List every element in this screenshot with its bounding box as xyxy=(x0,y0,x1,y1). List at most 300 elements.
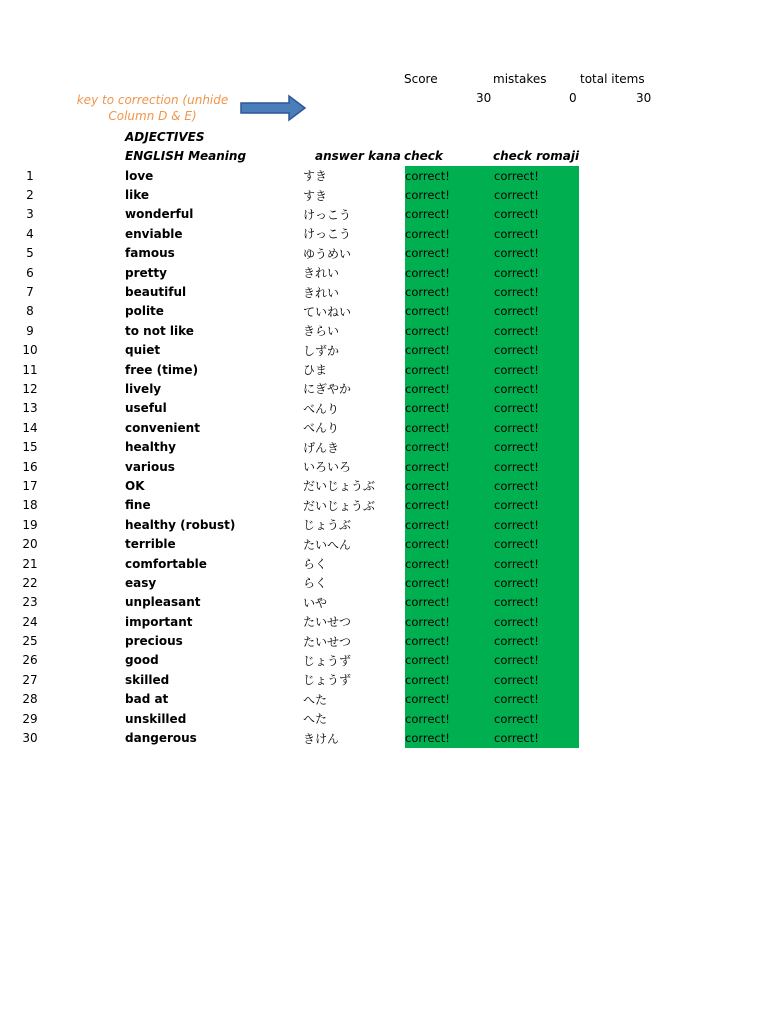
row-number-cell[interactable] xyxy=(0,515,80,534)
kana-cell[interactable] xyxy=(301,166,405,185)
english-cell[interactable] xyxy=(80,709,301,728)
kana-cell[interactable] xyxy=(301,728,405,747)
kana-cell[interactable] xyxy=(301,515,405,534)
check-romaji-cell[interactable] xyxy=(494,476,579,495)
check-cell[interactable] xyxy=(405,341,494,360)
check-romaji-cell[interactable] xyxy=(494,263,579,282)
english-meaning: beautiful xyxy=(125,285,187,300)
english-cell[interactable] xyxy=(80,321,301,340)
check-romaji-result: correct! xyxy=(494,517,539,532)
row-number-cell[interactable] xyxy=(0,554,80,573)
row-number: 1 xyxy=(26,168,34,183)
check-romaji-cell[interactable] xyxy=(494,457,579,476)
row-number: 17 xyxy=(22,478,38,493)
english-meaning: lively xyxy=(125,381,162,396)
answer-kana: きらい xyxy=(303,324,340,339)
check-romaji-cell[interactable] xyxy=(494,728,579,747)
row-number: 15 xyxy=(22,440,38,455)
check-cell[interactable] xyxy=(405,573,494,592)
check-cell[interactable] xyxy=(405,728,494,747)
check-romaji-cell[interactable] xyxy=(494,379,579,398)
check-cell[interactable] xyxy=(405,515,494,534)
check-cell[interactable] xyxy=(405,457,494,476)
table-row xyxy=(0,476,579,495)
check-cell[interactable] xyxy=(405,379,494,398)
check-cell[interactable] xyxy=(405,224,494,243)
answer-kana: べんり xyxy=(303,421,340,436)
english-cell[interactable] xyxy=(80,282,301,301)
row-number-cell[interactable] xyxy=(0,379,80,398)
check-romaji-cell[interactable] xyxy=(494,554,579,573)
check-romaji-cell[interactable] xyxy=(494,631,579,650)
table-row xyxy=(0,244,579,263)
table-row xyxy=(0,360,579,379)
check-romaji-result: correct! xyxy=(494,226,539,241)
row-number-cell[interactable] xyxy=(0,418,80,437)
row-number: 22 xyxy=(22,575,38,590)
english-meaning: terrible xyxy=(125,537,176,552)
kana-cell[interactable] xyxy=(301,457,405,476)
kana-cell[interactable] xyxy=(301,321,405,340)
check-romaji-cell[interactable] xyxy=(494,651,579,670)
row-number-cell[interactable] xyxy=(0,612,80,631)
check-result: correct! xyxy=(405,440,450,455)
row-number: 18 xyxy=(22,498,38,513)
english-meaning: like xyxy=(125,188,150,203)
answer-kana: げんき xyxy=(303,440,340,455)
row-number-cell[interactable] xyxy=(0,360,80,379)
row-number-cell[interactable] xyxy=(0,399,80,418)
english-cell[interactable] xyxy=(80,263,301,282)
check-romaji-cell[interactable] xyxy=(494,224,579,243)
row-number-cell[interactable] xyxy=(0,263,80,282)
check-cell[interactable] xyxy=(405,282,494,301)
check-result: correct! xyxy=(405,478,450,493)
check-romaji-cell[interactable] xyxy=(494,205,579,224)
english-cell[interactable] xyxy=(80,554,301,573)
answer-kana: たいせつ xyxy=(303,615,352,630)
answer-kana: すき xyxy=(303,169,328,184)
check-result: correct! xyxy=(405,265,450,280)
kana-cell[interactable] xyxy=(301,205,405,224)
row-number-cell[interactable] xyxy=(0,631,80,650)
row-number: 21 xyxy=(22,556,38,571)
kana-cell[interactable] xyxy=(301,185,405,204)
english-cell[interactable] xyxy=(80,496,301,515)
check-romaji-result: correct! xyxy=(494,672,539,687)
check-result: correct! xyxy=(405,285,450,300)
row-number-cell[interactable] xyxy=(0,282,80,301)
english-cell[interactable] xyxy=(80,573,301,592)
table-row xyxy=(0,709,579,728)
answer-kana: いろいろ xyxy=(303,460,352,475)
table-row xyxy=(0,302,579,321)
check-result: correct! xyxy=(405,634,450,649)
english-meaning: free (time) xyxy=(125,362,199,377)
kana-cell[interactable] xyxy=(301,282,405,301)
answer-kana: べんり xyxy=(303,401,340,416)
check-romaji-result: correct! xyxy=(494,285,539,300)
check-romaji-result: correct! xyxy=(494,653,539,668)
answer-kana: たいせつ xyxy=(303,634,352,649)
table-row xyxy=(0,690,579,709)
row-number-cell[interactable] xyxy=(0,185,80,204)
score-value: 30 xyxy=(476,91,492,105)
table-row xyxy=(0,185,579,204)
table-row xyxy=(0,457,579,476)
english-meaning: bad at xyxy=(125,692,169,707)
english-meaning: wonderful xyxy=(125,207,194,222)
answer-kana: ていねい xyxy=(303,304,352,319)
english-cell[interactable] xyxy=(80,224,301,243)
check-cell[interactable] xyxy=(405,418,494,437)
answer-kana: きれい xyxy=(303,285,340,300)
check-romaji-result: correct! xyxy=(494,323,539,338)
kana-cell[interactable] xyxy=(301,263,405,282)
check-cell[interactable] xyxy=(405,709,494,728)
english-meaning: comfortable xyxy=(125,556,207,571)
row-number-cell[interactable] xyxy=(0,728,80,747)
check-cell[interactable] xyxy=(405,690,494,709)
english-meaning: enviable xyxy=(125,226,183,241)
english-meaning: quiet xyxy=(125,343,161,358)
check-romaji-cell[interactable] xyxy=(494,496,579,515)
total-items-label: total items xyxy=(580,72,645,86)
table-row xyxy=(0,224,579,243)
kana-cell[interactable] xyxy=(301,360,405,379)
check-romaji-cell[interactable] xyxy=(494,515,579,534)
check-romaji-cell[interactable] xyxy=(494,573,579,592)
row-number-cell[interactable] xyxy=(0,341,80,360)
check-cell[interactable] xyxy=(405,631,494,650)
row-number-cell[interactable] xyxy=(0,302,80,321)
english-meaning: precious xyxy=(125,634,183,649)
english-cell[interactable] xyxy=(80,399,301,418)
check-romaji-result: correct! xyxy=(494,188,539,203)
check-romaji-cell[interactable] xyxy=(494,185,579,204)
check-romaji-cell[interactable] xyxy=(494,399,579,418)
english-cell[interactable] xyxy=(80,341,301,360)
table-row xyxy=(0,612,579,631)
check-cell[interactable] xyxy=(405,244,494,263)
row-number: 12 xyxy=(22,381,38,396)
answer-kana: ゆうめい xyxy=(303,246,352,261)
row-number: 16 xyxy=(22,459,38,474)
check-cell[interactable] xyxy=(405,534,494,553)
mistakes-value: 0 xyxy=(569,91,577,105)
english-cell[interactable] xyxy=(80,418,301,437)
english-meaning: pretty xyxy=(125,265,167,280)
check-romaji-cell[interactable] xyxy=(494,360,579,379)
check-romaji-cell[interactable] xyxy=(494,670,579,689)
english-cell[interactable] xyxy=(80,457,301,476)
row-number-cell[interactable] xyxy=(0,166,80,185)
kana-cell[interactable] xyxy=(301,709,405,728)
english-cell[interactable] xyxy=(80,476,301,495)
check-romaji-cell[interactable] xyxy=(494,244,579,263)
row-number: 8 xyxy=(26,304,34,319)
answer-kana: けっこう xyxy=(303,207,352,222)
english-cell[interactable] xyxy=(80,360,301,379)
check-romaji-result: correct! xyxy=(494,711,539,726)
check-romaji-result: correct! xyxy=(494,498,539,513)
check-romaji-cell[interactable] xyxy=(494,612,579,631)
english-cell[interactable] xyxy=(80,244,301,263)
kana-cell[interactable] xyxy=(301,244,405,263)
check-result: correct! xyxy=(405,323,450,338)
answer-kana: へた xyxy=(303,692,328,707)
check-romaji-cell[interactable] xyxy=(494,709,579,728)
english-meaning: dangerous xyxy=(125,731,197,746)
check-romaji-cell[interactable] xyxy=(494,341,579,360)
row-number-cell[interactable] xyxy=(0,244,80,263)
check-romaji-cell[interactable] xyxy=(494,534,579,553)
row-number-cell[interactable] xyxy=(0,709,80,728)
check-result: correct! xyxy=(405,343,450,358)
check-romaji-result: correct! xyxy=(494,401,539,416)
table-row xyxy=(0,379,579,398)
row-number: 5 xyxy=(26,246,34,261)
check-result: correct! xyxy=(405,362,450,377)
kana-cell[interactable] xyxy=(301,670,405,689)
check-cell[interactable] xyxy=(405,302,494,321)
english-meaning: polite xyxy=(125,304,164,319)
english-cell[interactable] xyxy=(80,185,301,204)
row-number-cell[interactable] xyxy=(0,224,80,243)
check-cell[interactable] xyxy=(405,496,494,515)
check-result: correct! xyxy=(405,556,450,571)
row-number-cell[interactable] xyxy=(0,670,80,689)
check-result: correct! xyxy=(405,459,450,474)
row-number: 14 xyxy=(22,420,38,435)
check-cell[interactable] xyxy=(405,263,494,282)
check-result: correct! xyxy=(405,614,450,629)
check-result: correct! xyxy=(405,498,450,513)
check-cell[interactable] xyxy=(405,185,494,204)
check-result: correct! xyxy=(405,692,450,707)
check-cell[interactable] xyxy=(405,360,494,379)
english-meaning: convenient xyxy=(125,420,200,435)
table-row xyxy=(0,205,579,224)
adjectives-table xyxy=(0,166,579,748)
check-result: correct! xyxy=(405,672,450,687)
kana-cell[interactable] xyxy=(301,612,405,631)
check-romaji-result: correct! xyxy=(494,207,539,222)
row-number: 29 xyxy=(22,711,38,726)
english-cell[interactable] xyxy=(80,515,301,534)
column-header-kana: answer kana xyxy=(315,149,401,163)
answer-kana: たいへん xyxy=(303,537,352,552)
check-result: correct! xyxy=(405,168,450,183)
check-romaji-cell[interactable] xyxy=(494,282,579,301)
english-cell[interactable] xyxy=(80,205,301,224)
table-row xyxy=(0,437,579,456)
english-meaning: important xyxy=(125,614,193,629)
table-row xyxy=(0,670,579,689)
row-number: 11 xyxy=(22,362,38,377)
row-number-cell[interactable] xyxy=(0,690,80,709)
check-romaji-cell[interactable] xyxy=(494,166,579,185)
english-meaning: to not like xyxy=(125,323,194,338)
check-cell[interactable] xyxy=(405,651,494,670)
table-row xyxy=(0,263,579,282)
row-number: 25 xyxy=(22,634,38,649)
answer-kana: じょうず xyxy=(303,653,352,668)
check-result: correct! xyxy=(405,188,450,203)
check-romaji-result: correct! xyxy=(494,265,539,280)
check-romaji-cell[interactable] xyxy=(494,593,579,612)
check-cell[interactable] xyxy=(405,399,494,418)
check-cell[interactable] xyxy=(405,437,494,456)
answer-kana: けっこう xyxy=(303,227,352,242)
row-number: 20 xyxy=(22,537,38,552)
english-cell[interactable] xyxy=(80,612,301,631)
check-cell[interactable] xyxy=(405,554,494,573)
row-number-cell[interactable] xyxy=(0,496,80,515)
check-cell[interactable] xyxy=(405,321,494,340)
row-number-cell[interactable] xyxy=(0,593,80,612)
english-meaning: famous xyxy=(125,246,175,261)
answer-kana: らく xyxy=(303,576,328,591)
row-number-cell[interactable] xyxy=(0,321,80,340)
check-romaji-result: correct! xyxy=(494,537,539,552)
check-romaji-result: correct! xyxy=(494,362,539,377)
right-arrow-icon xyxy=(239,94,307,126)
kana-cell[interactable] xyxy=(301,341,405,360)
row-number-cell[interactable] xyxy=(0,437,80,456)
answer-kana: だいじょうぶ xyxy=(303,498,376,513)
row-number-cell[interactable] xyxy=(0,205,80,224)
check-result: correct! xyxy=(405,517,450,532)
check-cell[interactable] xyxy=(405,476,494,495)
kana-cell[interactable] xyxy=(301,302,405,321)
answer-kana: きけん xyxy=(303,731,340,746)
check-romaji-result: correct! xyxy=(494,692,539,707)
check-result: correct! xyxy=(405,731,450,746)
table-row xyxy=(0,554,579,573)
english-meaning: unskilled xyxy=(125,711,187,726)
kana-cell[interactable] xyxy=(301,224,405,243)
kana-cell[interactable] xyxy=(301,437,405,456)
english-cell[interactable] xyxy=(80,651,301,670)
kana-cell[interactable] xyxy=(301,651,405,670)
check-romaji-cell[interactable] xyxy=(494,302,579,321)
kana-cell[interactable] xyxy=(301,496,405,515)
check-result: correct! xyxy=(405,401,450,416)
table-row xyxy=(0,399,579,418)
table-row xyxy=(0,341,579,360)
english-cell[interactable] xyxy=(80,534,301,553)
english-meaning: useful xyxy=(125,401,167,416)
table-row xyxy=(0,321,579,340)
check-romaji-result: correct! xyxy=(494,420,539,435)
english-cell[interactable] xyxy=(80,437,301,456)
row-number-cell[interactable] xyxy=(0,534,80,553)
check-romaji-cell[interactable] xyxy=(494,321,579,340)
english-cell[interactable] xyxy=(80,728,301,747)
answer-kana: しずか xyxy=(303,343,340,358)
row-number: 27 xyxy=(22,672,38,687)
mistakes-label: mistakes xyxy=(493,72,547,86)
row-number-cell[interactable] xyxy=(0,476,80,495)
check-romaji-result: correct! xyxy=(494,595,539,610)
answer-kana: へた xyxy=(303,712,328,727)
english-cell[interactable] xyxy=(80,302,301,321)
check-result: correct! xyxy=(405,226,450,241)
kana-cell[interactable] xyxy=(301,379,405,398)
row-number-cell[interactable] xyxy=(0,457,80,476)
english-meaning: healthy xyxy=(125,440,176,455)
english-meaning: OK xyxy=(125,478,145,493)
english-cell[interactable] xyxy=(80,379,301,398)
row-number: 3 xyxy=(26,207,34,222)
kana-cell[interactable] xyxy=(301,534,405,553)
check-result: correct! xyxy=(405,207,450,222)
answer-kana: だいじょうぶ xyxy=(303,479,376,494)
english-meaning: various xyxy=(125,459,175,474)
kana-cell[interactable] xyxy=(301,631,405,650)
check-romaji-result: correct! xyxy=(494,168,539,183)
english-meaning: unpleasant xyxy=(125,595,201,610)
check-romaji-result: correct! xyxy=(494,440,539,455)
check-romaji-result: correct! xyxy=(494,381,539,396)
table-row xyxy=(0,282,579,301)
row-number-cell[interactable] xyxy=(0,651,80,670)
table-row xyxy=(0,651,579,670)
kana-cell[interactable] xyxy=(301,573,405,592)
row-number: 7 xyxy=(26,285,34,300)
english-cell[interactable] xyxy=(80,631,301,650)
answer-kana: らく xyxy=(303,557,328,571)
check-result: correct! xyxy=(405,304,450,319)
english-meaning: love xyxy=(125,168,154,183)
check-cell[interactable] xyxy=(405,205,494,224)
english-cell[interactable] xyxy=(80,670,301,689)
row-number-cell[interactable] xyxy=(0,573,80,592)
kana-cell[interactable] xyxy=(301,593,405,612)
kana-cell[interactable] xyxy=(301,476,405,495)
english-cell[interactable] xyxy=(80,166,301,185)
answer-kana: すき xyxy=(303,188,328,203)
section-title: ADJECTIVES xyxy=(125,130,205,144)
kana-cell[interactable] xyxy=(301,399,405,418)
english-cell[interactable] xyxy=(80,690,301,709)
english-cell[interactable] xyxy=(80,593,301,612)
check-result: correct! xyxy=(405,381,450,396)
english-meaning: fine xyxy=(125,498,151,513)
english-meaning: healthy (robust) xyxy=(125,517,236,532)
row-number: 2 xyxy=(26,188,34,203)
check-cell[interactable] xyxy=(405,670,494,689)
english-meaning: easy xyxy=(125,575,157,590)
kana-cell[interactable] xyxy=(301,418,405,437)
check-cell[interactable] xyxy=(405,166,494,185)
kana-cell[interactable] xyxy=(301,690,405,709)
row-number: 23 xyxy=(22,595,38,610)
check-romaji-cell[interactable] xyxy=(494,418,579,437)
check-cell[interactable] xyxy=(405,612,494,631)
check-cell[interactable] xyxy=(405,593,494,612)
check-romaji-cell[interactable] xyxy=(494,690,579,709)
kana-cell[interactable] xyxy=(301,554,405,573)
row-number: 19 xyxy=(22,517,38,532)
check-romaji-result: correct! xyxy=(494,731,539,746)
answer-kana: じょうず xyxy=(303,673,352,688)
answer-kana: にぎやか xyxy=(303,382,352,397)
check-romaji-result: correct! xyxy=(494,246,539,261)
table-row xyxy=(0,593,579,612)
check-romaji-cell[interactable] xyxy=(494,437,579,456)
